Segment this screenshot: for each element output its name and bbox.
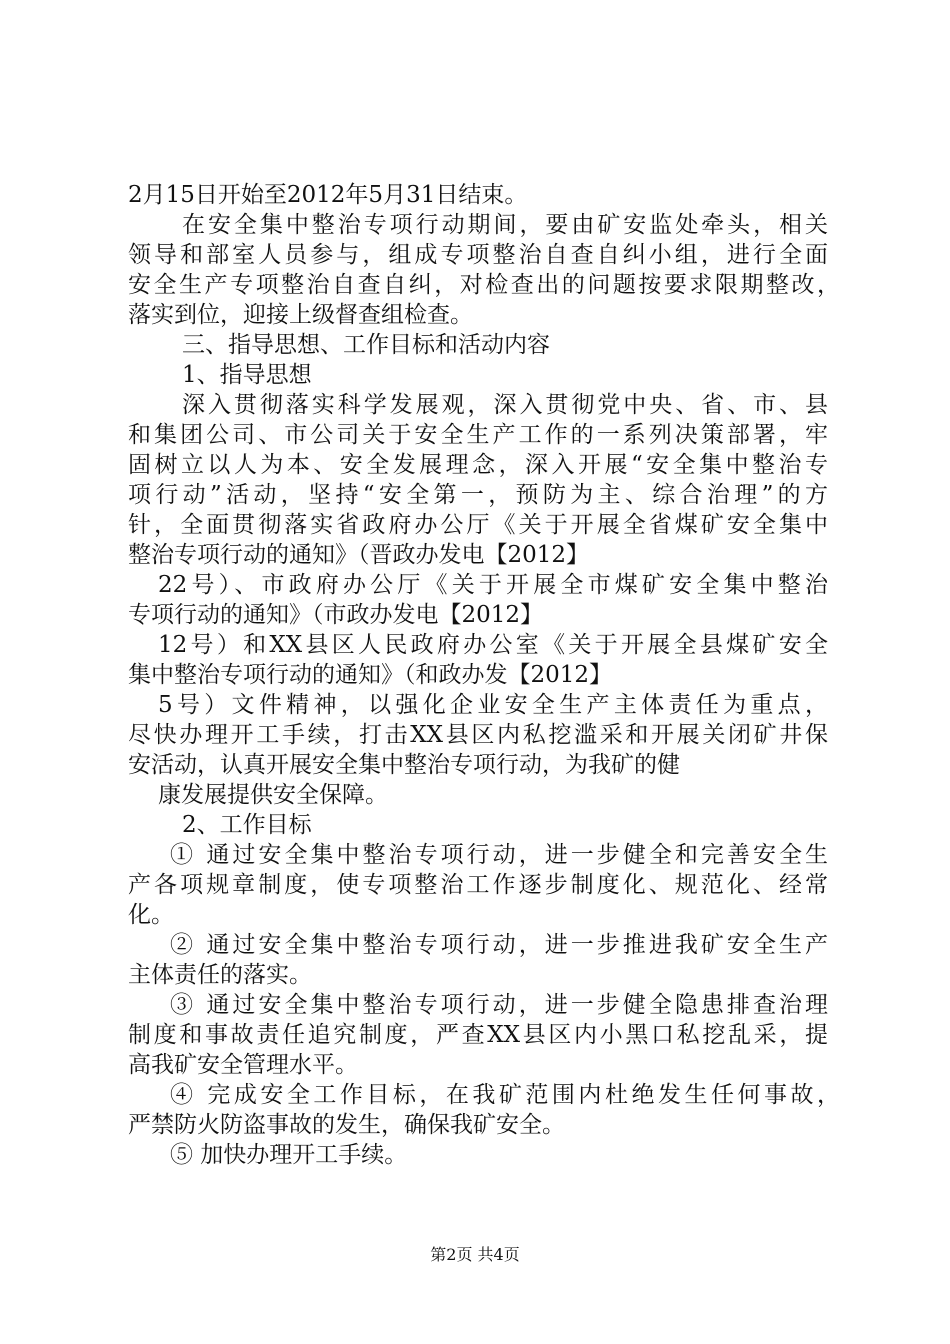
text-line-17: 集中整治专项行动的通知》（和政办发【2012】 <box>128 662 613 688</box>
text-line-19: 尽快办理开工手续，打击XX县区内私挖滥采和开展关闭矿井保 <box>128 722 828 748</box>
text-line-21: 康发展提供安全保障。 <box>158 782 388 808</box>
text-line-9: 和集团公司、市公司关于安全生产工作的一系列决策部署，牢 <box>128 422 828 448</box>
text-line-13: 整治专项行动的通知》（晋政办发电【2012】 <box>128 542 590 568</box>
page-number: 第2页 共4页 <box>430 1245 520 1264</box>
text-line-27: 主体责任的落实。 <box>128 962 312 988</box>
text-line-10: 固树立以人为本、安全发展理念，深入开展“安全集中整治专 <box>128 452 828 478</box>
text-line-26: ② 通过安全集中整治专项行动，进一步推进我矿安全生产 <box>170 932 828 958</box>
text-line-1: 2月15日开始至2012年5月31日结束。 <box>128 182 528 208</box>
text-line-3: 领导和部室人员参与，组成专项整治自查自纠小组，进行全面 <box>128 242 828 268</box>
text-line-31: ④ 完成安全工作目标，在我矿范围内杜绝发生任何事故， <box>170 1082 840 1108</box>
text-line-29: 制度和事故责任追究制度，严查XX县区内小黑口私挖乱采，提 <box>128 1022 828 1048</box>
text-line-2: 在安全集中整治专项行动期间，要由矿安监处牵头，相关 <box>182 212 828 238</box>
text-line-33: ⑤ 加快办理开工手续。 <box>170 1142 408 1168</box>
text-line-12: 针，全面贯彻落实省政府办公厅《关于开展全省煤矿安全集中 <box>128 512 828 538</box>
text-line-30: 高我矿安全管理水平。 <box>128 1052 358 1078</box>
text-line-28: ③ 通过安全集中整治专项行动，进一步健全隐患排查治理 <box>170 992 828 1018</box>
subsection-heading-2: 2、工作目标 <box>182 812 312 838</box>
text-line-4: 安全生产专项整治自查自纠，对检查出的问题按要求限期整改， <box>128 272 840 298</box>
text-line-14: 22号）、市政府办公厅《关于开展全市煤矿安全集中整治 <box>158 572 828 598</box>
text-line-8: 深入贯彻落实科学发展观，深入贯彻党中央、省、市、县 <box>182 392 828 418</box>
text-line-16: 12号）和XX县区人民政府办公室《关于开展全县煤矿安全 <box>158 632 828 658</box>
text-line-5: 落实到位，迎接上级督查组检查。 <box>128 302 473 328</box>
text-line-11: 项行动”活动，坚持“安全第一，预防为主、综合治理”的方 <box>128 482 828 508</box>
text-line-18: 5号）文件精神，以强化企业安全生产主体责任为重点， <box>158 692 828 718</box>
text-line-25: 化。 <box>128 902 174 928</box>
text-line-20: 安活动，认真开展安全集中整治专项行动，为我矿的健 <box>128 752 680 778</box>
section-heading: 三、指导思想、工作目标和活动内容 <box>182 332 550 358</box>
text-line-32: 严禁防火防盗事故的发生，确保我矿安全。 <box>128 1112 565 1138</box>
text-line-15: 专项行动的通知》（市政办发电【2012】 <box>128 602 544 628</box>
subsection-heading-1: 1、指导思想 <box>182 362 312 388</box>
text-line-23: ① 通过安全集中整治专项行动，进一步健全和完善安全生 <box>170 842 828 868</box>
text-line-24: 产各项规章制度，使专项整治工作逐步制度化、规范化、经常 <box>128 872 828 898</box>
